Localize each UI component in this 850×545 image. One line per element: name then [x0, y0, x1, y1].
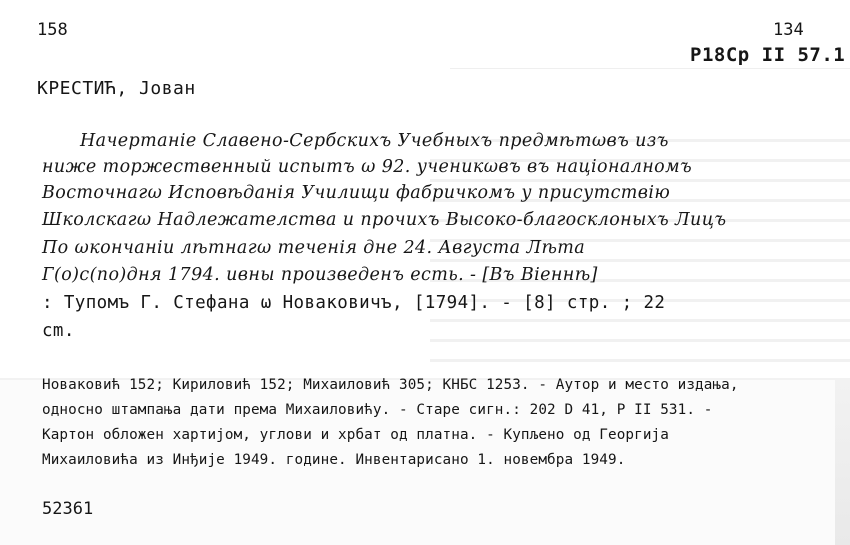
note-line: Картон обложен хартијом, углови и хрбат од платна. - Купљено од Георгија — [42, 427, 669, 443]
author-heading: КРЕСТИЋ, Јован — [37, 78, 196, 99]
inventory-number: 52361 — [42, 499, 94, 519]
note-line: односно штампања дати према Михаиловићу. - Старе сигн.: 202 D 41, Р II 531. - — [42, 402, 713, 418]
title-line: нижe торжественный испытъ ω 92. ученикωвъ въ націоналномъ — [42, 157, 693, 177]
note-line: Новаковић 152; Кириловић 152; Михаиловић 305; КНБС 1253. - Аутор и место издања, — [42, 377, 739, 393]
sequence-number: 158 — [37, 20, 68, 40]
title-line: cm. — [42, 321, 75, 341]
page-number: 134 — [773, 20, 804, 40]
shelf-mark: P18Cp II 57.1 — [690, 44, 846, 66]
title-line: По ωкончаніи лѣтнагω теченія дне 24. Августа Лѣта — [42, 238, 586, 258]
title-line: Восточнагω Исповѣданія Училищи фабричкомъ у присутствію — [42, 183, 671, 203]
title-line: Г(о)с(по)дня 1794. ивны произведенъ есть. - [Въ Віеннѣ] — [42, 265, 598, 285]
title-line: : Тупомъ Г. Стефана ω Новаковичъ, [1794]. - [8] стр. ; 22 — [42, 293, 666, 313]
title-line: Школскагω Надлежателства и прочихъ Высоко-благосклоныхъ Лицъ — [42, 210, 727, 230]
title-line: Начертаніе Славено-Сербскихъ Учебныхъ предмѣтωвъ изъ — [80, 131, 669, 151]
note-line: Михаиловића из Инђије 1949. године. Инвентарисано 1. новембра 1949. — [42, 452, 626, 468]
